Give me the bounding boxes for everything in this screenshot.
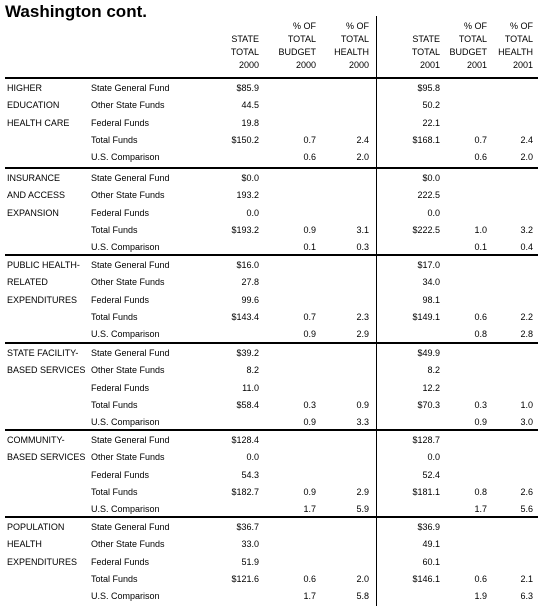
cell-state-total-2000: $16.0 <box>236 260 259 270</box>
cell-state-total-2000: 33.0 <box>241 539 259 550</box>
cell-state-total-2001: 22.1 <box>422 117 440 128</box>
cell-state-total-2001: 0.0 <box>427 207 440 218</box>
cell-pct-budget-2000: 0.9 <box>303 417 316 428</box>
cell-pct-budget-2001: 0.6 <box>474 311 487 322</box>
cell-state-total-2001: $146.1 <box>412 573 440 584</box>
section-category-line: EXPENDITURES <box>7 294 78 305</box>
cell-state-total-2000: 99.6 <box>241 294 259 305</box>
cell-pct-health-2000: 5.9 <box>356 504 369 515</box>
cell-pct-budget-2000: 0.6 <box>303 573 316 584</box>
cell-state-total-2000: 51.9 <box>241 556 259 567</box>
section-divider <box>5 167 538 169</box>
section-category-line: BASED SERVICES <box>7 452 86 463</box>
cell-state-total-2000: $143.4 <box>231 311 259 322</box>
cell-state-total-2001: 52.4 <box>422 469 440 480</box>
cell-state-total-2001: $17.0 <box>417 260 440 270</box>
row-label: U.S. Comparison <box>91 152 160 163</box>
cell-state-total-2001: $181.1 <box>412 486 440 497</box>
cell-state-total-2000: $128.4 <box>231 435 259 445</box>
row-label: Other State Funds <box>91 277 165 288</box>
cell-pct-budget-2001: 1.0 <box>474 224 487 235</box>
cell-pct-budget-2000: 0.1 <box>303 242 316 253</box>
cell-state-total-2000: 54.3 <box>241 469 259 480</box>
cell-pct-health-2000: 2.3 <box>356 311 369 322</box>
row-label: Federal Funds <box>91 294 150 305</box>
cell-state-total-2000: $85.9 <box>236 83 259 93</box>
row-label: U.S. Comparison <box>91 417 160 428</box>
cell-state-total-2001: $222.5 <box>412 224 440 235</box>
cell-pct-health-2001: 3.0 <box>520 417 533 428</box>
cell-pct-budget-2001: 0.8 <box>474 486 487 497</box>
header-state-total-2001: STATE TOTAL 2001 <box>411 34 440 70</box>
cell-state-total-2000: $193.2 <box>231 224 259 235</box>
cell-pct-budget-2001: 0.9 <box>474 417 487 428</box>
cell-pct-budget-2000: 0.7 <box>303 134 316 145</box>
cell-pct-health-2000: 3.1 <box>356 224 369 235</box>
cell-pct-health-2000: 2.9 <box>356 329 369 340</box>
section-category-line: INSURANCE <box>7 173 61 183</box>
header-pct-health-2001: % OF TOTAL HEALTH 2001 <box>498 21 533 70</box>
section-divider <box>5 342 538 344</box>
cell-state-total-2000: $58.4 <box>236 399 259 410</box>
cell-state-total-2001: 60.1 <box>422 556 440 567</box>
section-category-line: AND ACCESS <box>7 190 66 201</box>
cell-state-total-2001: $168.1 <box>412 134 440 145</box>
cell-state-total-2001: $95.8 <box>417 83 440 93</box>
row-label: State General Fund <box>91 173 170 183</box>
cell-pct-budget-2001: 1.9 <box>474 591 487 602</box>
cell-state-total-2001: 98.1 <box>422 294 440 305</box>
cell-state-total-2001: 12.2 <box>422 382 440 393</box>
cell-pct-health-2000: 2.0 <box>356 152 369 163</box>
cell-pct-budget-2001: 0.6 <box>474 152 487 163</box>
row-label: U.S. Comparison <box>91 591 160 602</box>
cell-pct-health-2001: 0.4 <box>520 242 533 253</box>
cell-pct-health-2001: 2.1 <box>520 573 533 584</box>
cell-pct-budget-2001: 1.7 <box>474 504 487 515</box>
row-label: State General Fund <box>91 348 170 358</box>
header-pct-budget-2001: % OF TOTAL BUDGET 2001 <box>449 21 487 70</box>
row-label: Other State Funds <box>91 100 165 111</box>
cell-state-total-2001: $128.7 <box>412 435 440 445</box>
section-category-line: HEALTH CARE <box>7 117 70 128</box>
cell-pct-health-2000: 3.3 <box>356 417 369 428</box>
cell-state-total-2000: 193.2 <box>236 190 259 201</box>
row-label: Federal Funds <box>91 556 150 567</box>
cell-state-total-2001: 34.0 <box>422 277 440 288</box>
row-label: State General Fund <box>91 83 170 93</box>
section-divider <box>5 254 538 256</box>
section-category-line: RELATED <box>7 277 48 288</box>
section-category-line: BASED SERVICES <box>7 365 86 376</box>
cell-state-total-2000: 0.0 <box>246 452 259 463</box>
cell-state-total-2000: $150.2 <box>231 134 259 145</box>
header-pct-health-2000: % OF TOTAL HEALTH 2000 <box>334 21 369 70</box>
cell-pct-budget-2001: 0.6 <box>474 573 487 584</box>
cell-pct-budget-2000: 0.3 <box>303 399 316 410</box>
cell-state-total-2001: 49.1 <box>422 539 440 550</box>
row-label: Other State Funds <box>91 365 165 376</box>
cell-pct-health-2001: 2.2 <box>520 311 533 322</box>
cell-state-total-2001: $49.9 <box>417 348 440 358</box>
row-label: Other State Funds <box>91 190 165 201</box>
row-label: U.S. Comparison <box>91 329 160 340</box>
header-pct-budget-2000: % OF TOTAL BUDGET 2000 <box>278 21 316 70</box>
cell-pct-health-2001: 2.8 <box>520 329 533 340</box>
cell-pct-health-2001: 1.0 <box>520 399 533 410</box>
cell-state-total-2001: 222.5 <box>417 190 440 201</box>
cell-state-total-2001: 8.2 <box>427 365 440 376</box>
cell-state-total-2000: 8.2 <box>246 365 259 376</box>
cell-pct-health-2001: 2.4 <box>520 134 533 145</box>
section-category-line: EXPANSION <box>7 207 59 218</box>
row-label: Federal Funds <box>91 382 150 393</box>
row-label: State General Fund <box>91 260 170 270</box>
section-divider <box>5 429 538 431</box>
cell-pct-budget-2001: 0.3 <box>474 399 487 410</box>
cell-pct-budget-2001: 0.1 <box>474 242 487 253</box>
cell-state-total-2001: 0.0 <box>427 452 440 463</box>
row-label: Total Funds <box>91 573 138 584</box>
section-category-line: HEALTH <box>7 539 42 550</box>
row-label: U.S. Comparison <box>91 504 160 515</box>
cell-state-total-2000: 27.8 <box>241 277 259 288</box>
row-label: U.S. Comparison <box>91 242 160 253</box>
cell-pct-health-2000: 2.9 <box>356 486 369 497</box>
row-label: Other State Funds <box>91 539 165 550</box>
cell-state-total-2001: $0.0 <box>422 173 440 183</box>
cell-state-total-2000: $39.2 <box>236 348 259 358</box>
cell-state-total-2001: $70.3 <box>417 399 440 410</box>
cell-pct-health-2000: 2.4 <box>356 134 369 145</box>
cell-state-total-2001: $149.1 <box>412 311 440 322</box>
cell-pct-budget-2001: 0.8 <box>474 329 487 340</box>
cell-state-total-2000: 0.0 <box>246 207 259 218</box>
page-title: Washington cont. <box>5 2 147 21</box>
row-label: Total Funds <box>91 486 138 497</box>
cell-pct-health-2000: 0.9 <box>356 399 369 410</box>
cell-pct-health-2001: 6.3 <box>520 591 533 602</box>
row-label: State General Fund <box>91 522 170 532</box>
row-label: Federal Funds <box>91 207 150 218</box>
cell-pct-health-2000: 2.0 <box>356 573 369 584</box>
cell-pct-budget-2000: 0.7 <box>303 311 316 322</box>
cell-pct-health-2001: 3.2 <box>520 224 533 235</box>
cell-pct-budget-2001: 0.7 <box>474 134 487 145</box>
cell-pct-health-2000: 5.8 <box>356 591 369 602</box>
section-category-line: EDUCATION <box>7 100 60 111</box>
row-label: State General Fund <box>91 435 170 445</box>
section-category-line: POPULATION <box>7 522 65 532</box>
cell-pct-budget-2000: 1.7 <box>303 591 316 602</box>
cell-state-total-2000: $121.6 <box>231 573 259 584</box>
cell-pct-health-2001: 5.6 <box>520 504 533 515</box>
row-label: Total Funds <box>91 134 138 145</box>
cell-pct-budget-2000: 0.9 <box>303 329 316 340</box>
cell-state-total-2000: $36.7 <box>236 522 259 532</box>
section-category-line: HIGHER <box>7 83 43 93</box>
row-label: Total Funds <box>91 399 138 410</box>
cell-state-total-2000: 44.5 <box>241 100 259 111</box>
cell-pct-health-2001: 2.6 <box>520 486 533 497</box>
section-divider <box>5 77 538 79</box>
cell-state-total-2001: 50.2 <box>422 100 440 111</box>
cell-pct-budget-2000: 0.9 <box>303 486 316 497</box>
row-label: Other State Funds <box>91 452 165 463</box>
section-category-line: EXPENDITURES <box>7 556 78 567</box>
cell-state-total-2001: $36.9 <box>417 522 440 532</box>
section-category-line: COMMUNITY- <box>7 435 65 445</box>
cell-pct-health-2000: 0.3 <box>356 242 369 253</box>
cell-state-total-2000: 11.0 <box>242 382 259 393</box>
row-label: Total Funds <box>91 311 138 322</box>
section-divider <box>5 516 538 518</box>
row-label: Federal Funds <box>91 117 150 128</box>
cell-pct-budget-2000: 0.6 <box>303 152 316 163</box>
cell-state-total-2000: 19.8 <box>241 117 259 128</box>
section-category-line: STATE FACILITY- <box>7 348 79 358</box>
header-state-total-2000: STATE TOTAL 2000 <box>230 34 259 70</box>
cell-state-total-2000: $182.7 <box>231 486 259 497</box>
cell-pct-budget-2000: 0.9 <box>303 224 316 235</box>
section-category-line: PUBLIC HEALTH- <box>7 260 80 270</box>
row-label: Total Funds <box>91 224 138 235</box>
cell-pct-health-2001: 2.0 <box>520 152 533 163</box>
cell-state-total-2000: $0.0 <box>241 173 259 183</box>
cell-pct-budget-2000: 1.7 <box>303 504 316 515</box>
row-label: Federal Funds <box>91 469 150 480</box>
